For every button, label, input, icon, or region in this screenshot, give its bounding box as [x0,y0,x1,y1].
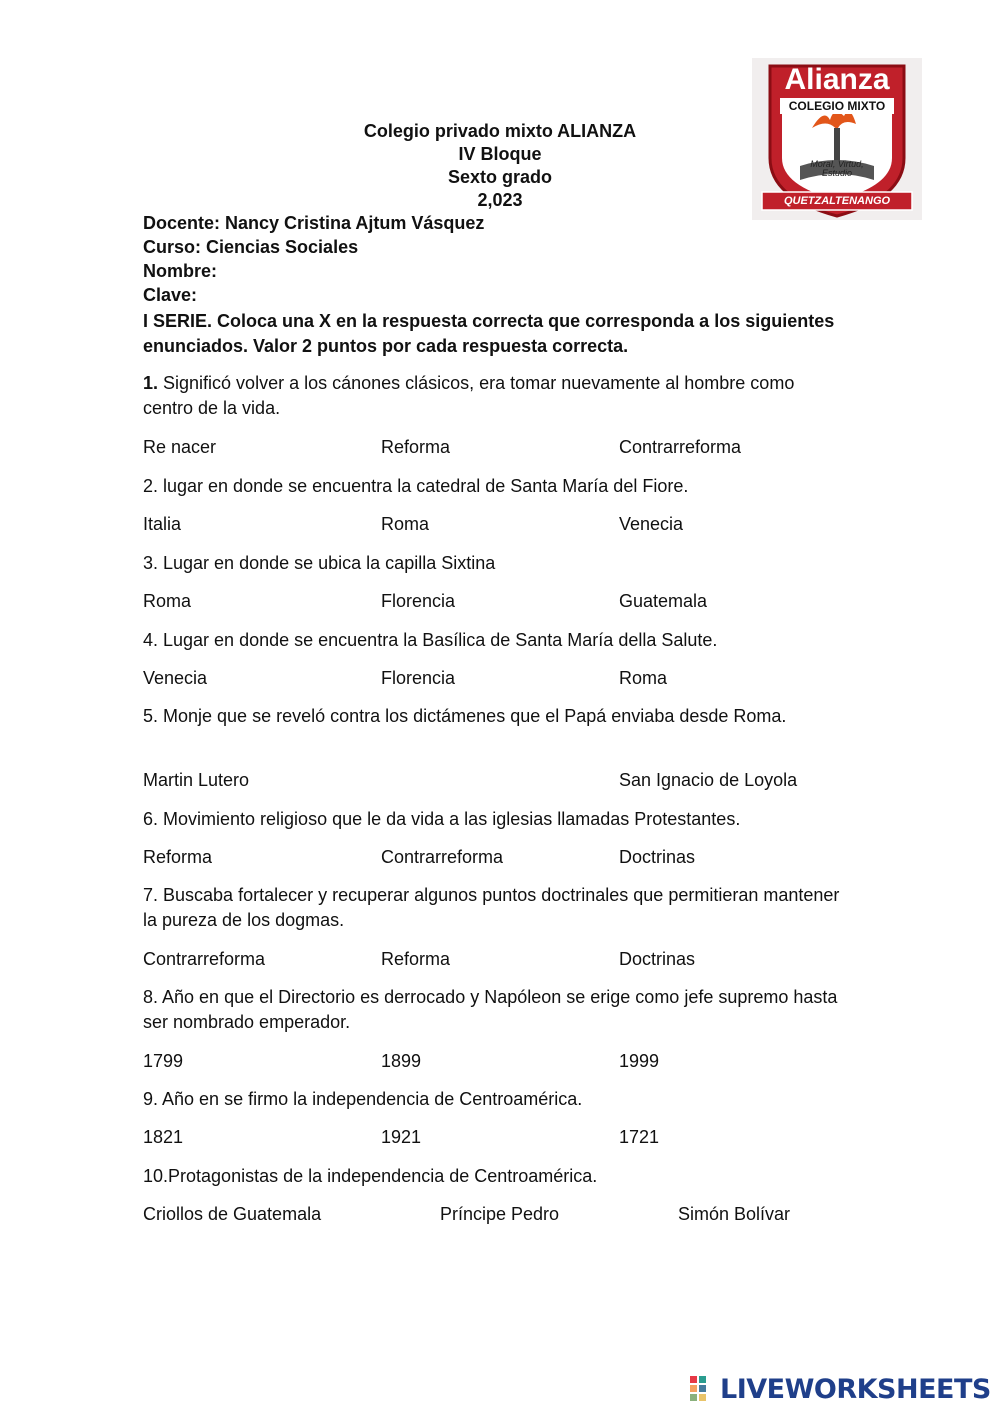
q2-option-1[interactable]: Italia [143,514,182,534]
liveworksheets-brand: LIVEWORKSHEETS [720,1374,991,1405]
logo-motto-2: Estudio [821,168,853,178]
q10-option-2[interactable]: Príncipe Pedro [440,1204,560,1224]
q3-option-1[interactable]: Roma [143,591,192,611]
name-line: Nombre: [143,261,218,281]
q2-option-2[interactable]: Roma [381,514,430,534]
q10-option-3[interactable]: Simón Bolívar [678,1204,791,1224]
question-5: 5. Monje que se reveló contra los dictámenes que el Papá enviaba desde Roma. [143,706,787,726]
q7-option-2[interactable]: Reforma [381,949,451,969]
logo-name: Alianza [784,63,890,96]
logo-motto-1: Moral, Virtud, [810,159,864,169]
grade-title: Sexto grado [447,167,553,187]
question-8: 8. Año en que el Directorio es derrocado y Napóleon se erige como jefe supremo hasta ser nombrado emperador. [143,987,838,1032]
question-4: 4. Lugar en donde se encuentra la Basílica de Santa María della Salute. [143,630,718,650]
question-7: 7. Buscaba fortalecer y recuperar algunos puntos doctrinales que permitieran mantener la pureza de los dogmas. [143,885,840,930]
key-line: Clave: [143,285,198,305]
instructions: I SERIE. Coloca una X en la respuesta correcta que corresponda a los siguientes enunciados. Valor 2 puntos por cada respuesta correcta. [143,311,835,356]
q9-option-3[interactable]: 1721 [619,1127,660,1147]
q4-option-3[interactable]: Roma [619,668,668,688]
q7-option-1[interactable]: Contrarreforma [143,949,266,969]
year-title: 2,023 [477,190,523,210]
q4-option-1[interactable]: Venecia [143,668,208,688]
q3-option-3[interactable]: Guatemala [619,591,708,611]
q1-option-3[interactable]: Contrarreforma [619,437,742,457]
q2-option-3[interactable]: Venecia [619,514,684,534]
q6-option-2[interactable]: Contrarreforma [381,847,504,867]
q5-option-1[interactable]: Martin Lutero [143,770,250,790]
q1-option-1[interactable]: Re nacer [143,437,217,457]
question-6: 6. Movimiento religioso que le da vida a las iglesias llamadas Protestantes. [143,809,741,829]
q8-option-2[interactable]: 1899 [381,1051,422,1071]
question-1 [143,371,843,421]
q8-option-3[interactable]: 1999 [619,1051,660,1071]
q10-option-1[interactable]: Criollos de Guatemala [143,1204,322,1224]
school-title: Colegio privado mixto ALIANZA [363,121,637,141]
logo-city: QUETZALTENANGO [783,195,891,207]
teacher-line: Docente: Nancy Cristina Ajtum Vásquez [143,213,485,233]
question-10: 10.Protagonistas de la independencia de Centroamérica. [143,1166,598,1186]
course-line: Curso: Ciencias Sociales [143,237,359,257]
bloque-title: IV Bloque [458,144,542,164]
question-1-text: Significó volver a los cánones clásicos, era tomar nuevamente al hombre como centro de la vida. [143,373,795,418]
q6-option-3[interactable]: Doctrinas [619,847,696,867]
q9-option-2[interactable]: 1921 [381,1127,422,1147]
q1-option-2[interactable]: Reforma [381,437,451,457]
q6-option-1[interactable]: Reforma [143,847,213,867]
question-1-number: 1. [143,373,159,393]
question-9: 9. Año en se firmo la independencia de Centroamérica. [143,1089,583,1109]
logo-subtitle: COLEGIO MIXTO [780,98,894,114]
q9-option-1[interactable]: 1821 [143,1127,184,1147]
liveworksheets-logo [690,1372,990,1408]
q8-option-1[interactable]: 1799 [143,1051,184,1071]
q7-option-3[interactable]: Doctrinas [619,949,696,969]
q5-option-2[interactable]: San Ignacio de Loyola [619,770,798,790]
liveworksheets-icon [690,1376,716,1406]
q4-option-2[interactable]: Florencia [381,668,456,688]
q3-option-2[interactable]: Florencia [381,591,456,611]
question-2: 2. lugar en donde se encuentra la catedral de Santa María del Fiore. [143,476,689,496]
question-3: 3. Lugar en donde se ubica la capilla Sixtina [143,553,496,573]
